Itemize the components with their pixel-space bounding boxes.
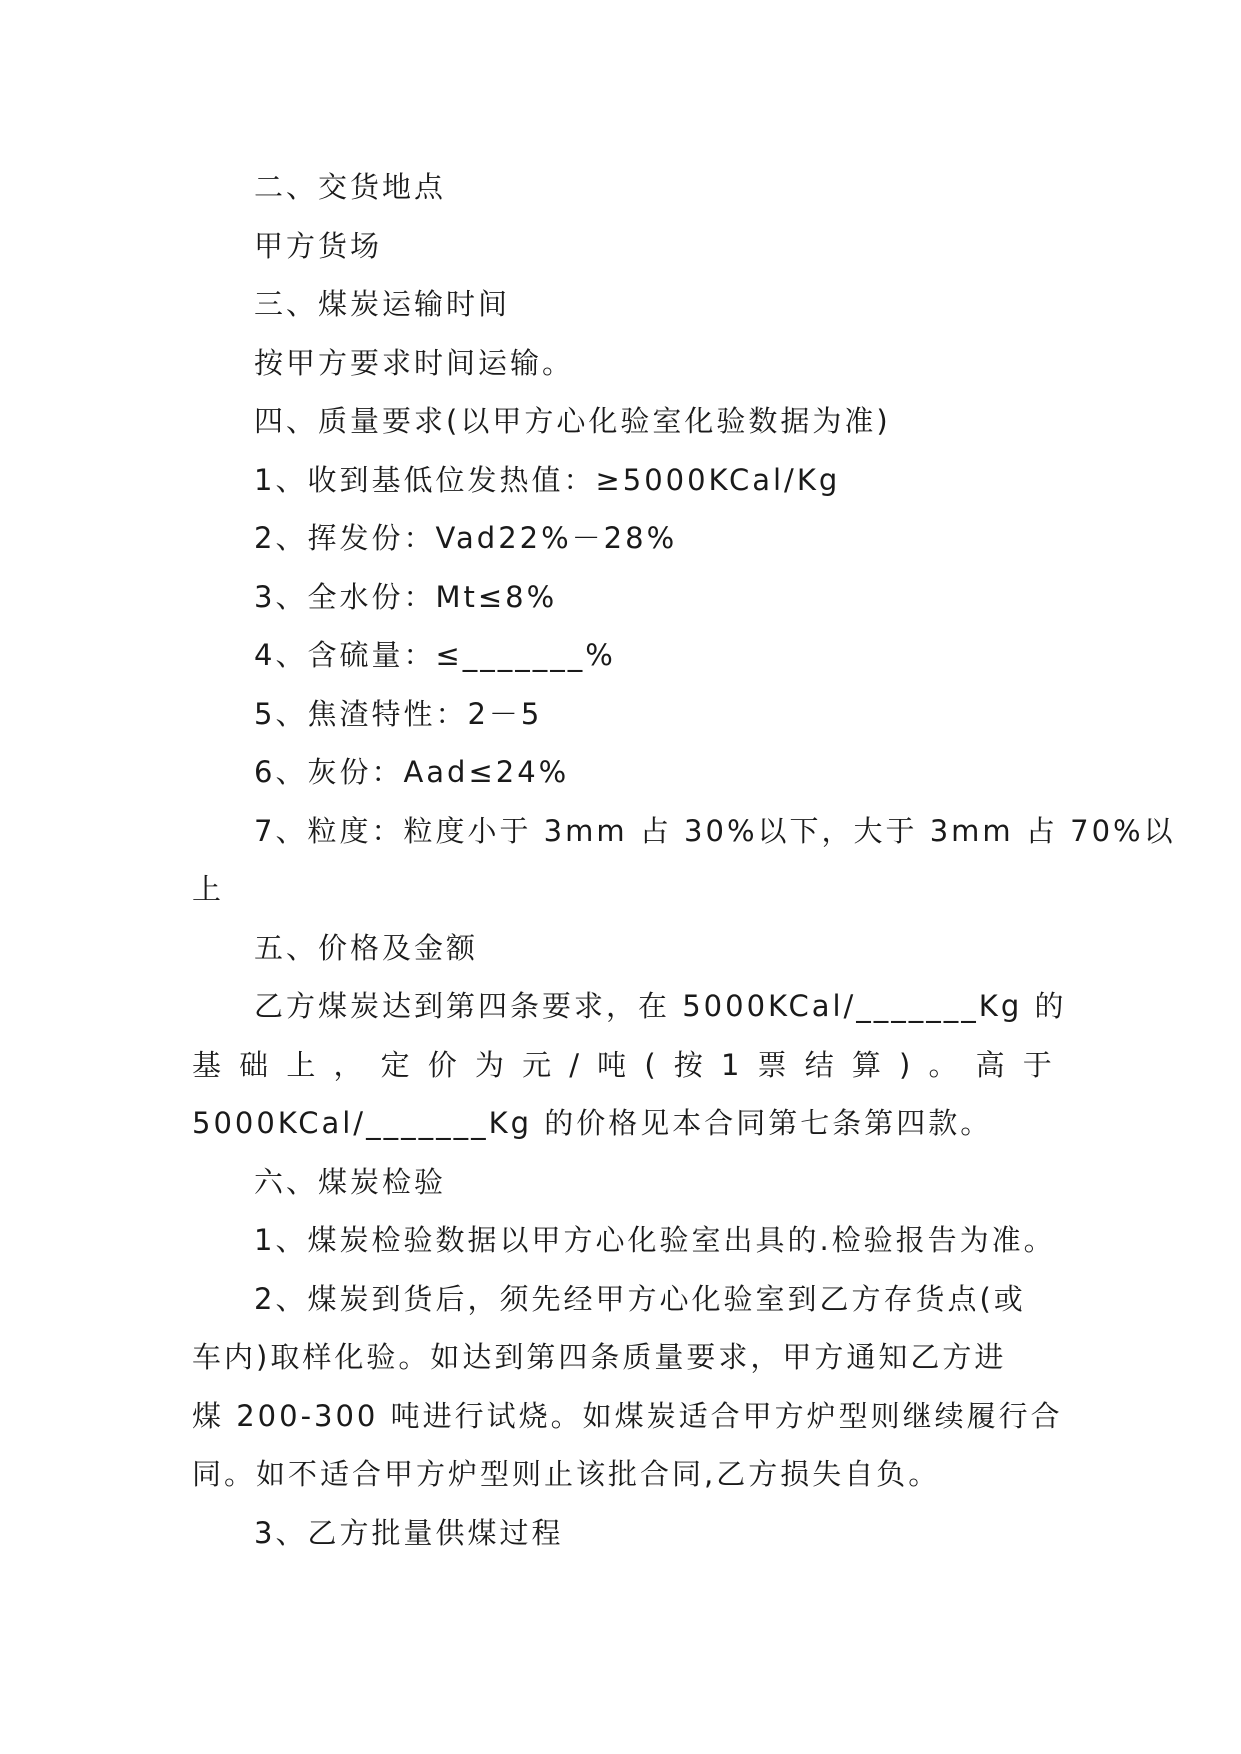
quality-item-6: 6、灰份：Aad≤24%	[254, 755, 570, 789]
justified-char: (	[644, 1047, 656, 1082]
quality-item-7-continued: 上	[192, 872, 225, 906]
justified-char: 高	[975, 1047, 1005, 1082]
justified-char: 吨	[597, 1047, 627, 1082]
inspection-item-2: 2、煤炭到货后，须先经甲方心化验室到乙方存货点(或	[254, 1281, 1026, 1316]
document-body	[192, 158, 1176, 1562]
justified-char: /	[569, 1047, 580, 1082]
justified-char: 票	[757, 1047, 787, 1082]
justified-char: 按	[673, 1047, 703, 1082]
section-2-body: 甲方货场	[254, 228, 383, 263]
justified-char: 为	[474, 1047, 504, 1082]
justified-char: )	[899, 1047, 911, 1082]
justified-char: 1	[720, 1047, 740, 1082]
justified-char: 价	[427, 1047, 457, 1082]
price-paragraph-line-2	[192, 1036, 1052, 1095]
justified-char: 基	[192, 1047, 222, 1082]
quality-item-2: 2、挥发份：Vad22%－28%	[254, 521, 678, 555]
inspection-item-3: 3、乙方批量供煤过程	[254, 1515, 564, 1550]
quality-item-3: 3、全水份：Mt≤8%	[254, 579, 558, 614]
price-paragraph-line-1: 乙方煤炭达到第四条要求，在 5000KCal/_______Kg 的	[254, 989, 1067, 1023]
section-3-heading: 三、煤炭运输时间	[254, 287, 511, 321]
section-2-heading: 二、交货地点	[254, 170, 447, 204]
justified-char: 算	[851, 1047, 881, 1082]
justified-char: 元	[522, 1047, 552, 1082]
justified-char: 结	[804, 1047, 834, 1082]
quality-item-1: 1、收到基低位发热值：≥5000KCal/Kg	[254, 462, 841, 497]
justified-char: 于	[1022, 1047, 1052, 1082]
inspection-item-2-line-2: 车内)取样化验。如达到第四条质量要求，甲方通知乙方进	[192, 1340, 1007, 1374]
section-5-heading: 五、价格及金额	[254, 930, 479, 965]
justified-char: 上	[286, 1047, 316, 1082]
justified-char: 。	[928, 1047, 958, 1082]
justified-char: 础	[239, 1047, 269, 1082]
quality-item-5: 5、焦渣特性：2－5	[254, 696, 543, 731]
justified-char: ，	[333, 1047, 363, 1082]
section-3-body: 按甲方要求时间运输。	[254, 345, 575, 380]
justified-char: 定	[380, 1047, 410, 1082]
quality-item-7: 7、粒度：粒度小于 3mm 占 30%以下，大于 3mm 占 70%以	[254, 813, 1176, 848]
section-6-heading: 六、煤炭检验	[254, 1164, 447, 1199]
inspection-item-2-line-3: 煤 200-300 吨进行试烧。如煤炭适合甲方炉型则继续履行合	[192, 1398, 1063, 1433]
price-paragraph-line-3: 5000KCal/_______Kg 的价格见本合同第七条第四款。	[192, 1106, 993, 1140]
section-4-heading: 四、质量要求(以甲方心化验室化验数据为准)	[254, 404, 891, 438]
inspection-item-2-line-4: 同。如不适合甲方炉型则止该批合同,乙方损失自负。	[192, 1457, 941, 1491]
inspection-item-1: 1、煤炭检验数据以甲方心化验室出具的.检验报告为准。	[254, 1223, 1056, 1257]
quality-item-4: 4、含硫量：≤_______%	[254, 638, 616, 672]
